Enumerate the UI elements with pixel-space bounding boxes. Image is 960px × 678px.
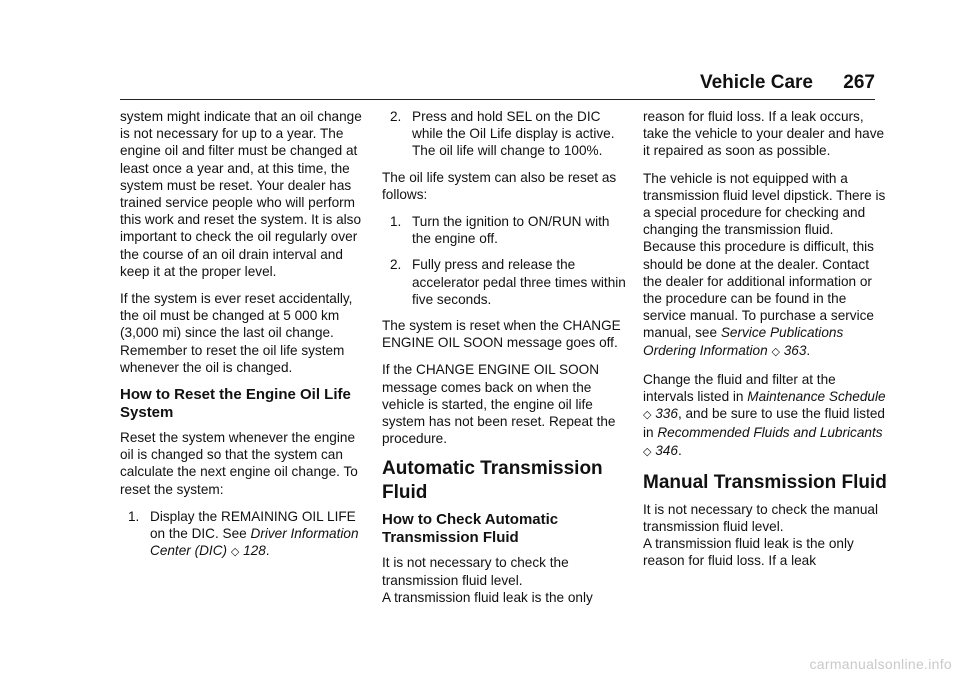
page-number: 267	[843, 72, 875, 93]
list-number: 1.	[128, 508, 140, 524]
paragraph: A transmission fluid leak is the only	[382, 589, 593, 605]
heading-manual-transmission-fluid: Manual Transmission Fluid	[643, 471, 887, 493]
paragraph: system might indicate that an oil change is not necessary for up to a year. The engine oil and filter must be changed at least once a year and, at this time, the system must be reset. Your dealer has trained service people who will perform this work and reset the system. It is also important to check the oil regularly over the course of an oil drain interval and keep it at the proper level.	[120, 109, 362, 279]
page-ref-icon: ◇	[643, 409, 652, 422]
column-2	[382, 108, 627, 606]
page-ref-icon: ◇	[643, 445, 652, 458]
heading-reset-oil-life: How to Reset the Engine Oil Life System	[120, 386, 351, 422]
page-ref[interactable]: 128	[243, 543, 266, 559]
heading-check-automatic-transmission-fluid: How to Check Automatic Transmission Fluid	[382, 511, 559, 547]
paragraph: A transmission fluid leak is the only reason for fluid loss. If a leak	[643, 536, 854, 569]
page-header	[120, 70, 875, 98]
column-1	[120, 108, 365, 561]
paragraph: reason for fluid loss. If a leak occurs, take the vehicle to your dealer and have it repaired as soon as possible.	[643, 109, 885, 159]
link-driver-information-center[interactable]: Driver Information Center (DIC)	[150, 526, 359, 559]
page-ref[interactable]: 346	[655, 442, 678, 458]
paragraph: The oil life system can also be reset as follows:	[382, 169, 617, 202]
page-ref-icon: ◇	[230, 546, 240, 559]
page-ref[interactable]: 336	[655, 406, 678, 422]
list-item: 2. Press and hold SEL on the DIC while the Oil Life display is active. The oil life will change to 100%.	[390, 109, 615, 159]
list-number: 1.	[390, 214, 402, 230]
paragraph: The vehicle is not equipped with a transmission fluid level dipstick. There is a special procedure for checking and changing the transmission fluid. Because this procedure is difficult, this should be done at the dealer. Contact the dealer for additional information or the procedure can be found in the service manual. To purchase a service manual, see Service Publications Ordering Information ◇ 363.	[643, 170, 886, 358]
list-item: 1. Display the REMAINING OIL LIFE on the DIC. See Driver Information Center (DIC) ◇ 128.	[128, 508, 359, 559]
list-number: 2.	[390, 257, 402, 273]
paragraph: If the system is ever reset accidentally, the oil must be changed at 5 000 km (3,000 mi) since the last oil change. Remember to reset the oil life system whenever the oil is changed.	[120, 291, 353, 375]
list-number: 2.	[390, 109, 402, 124]
list-item: 2. Fully press and release the accelerator pedal three times within five seconds.	[390, 257, 626, 307]
list-item: 1. Turn the ignition to ON/RUN with the engine off.	[390, 214, 610, 247]
section-title: Vehicle Care	[699, 72, 813, 93]
paragraph: Change the fluid and filter at the intervals listed in Maintenance Schedule ◇ 336, and be sure to use the fluid listed in Recommended Fluids and Lubricants ◇ 346.	[643, 371, 886, 458]
paragraph: Reset the system whenever the engine oil is changed so that the system can calculate the next engine oil change. To reset the system:	[120, 430, 358, 497]
column-3	[643, 108, 888, 570]
paragraph: It is not necessary to check the transmission fluid level.	[382, 555, 569, 588]
header-rule	[120, 99, 875, 100]
paragraph: If the CHANGE ENGINE OIL SOON message comes back on when the vehicle is started, the engine oil life system has not been reset. Repeat the procedure.	[382, 362, 616, 447]
page-ref[interactable]: 363	[783, 342, 807, 358]
heading-automatic-transmission-fluid: Automatic Transmission Fluid	[382, 458, 603, 504]
paragraph: The system is reset when the CHANGE ENGINE OIL SOON message goes off.	[382, 318, 621, 351]
link-maintenance-schedule[interactable]: Maintenance Schedule	[747, 389, 886, 405]
watermark: carmanualsonline.info	[809, 656, 952, 672]
link-service-publications[interactable]: Service Publications Ordering Information	[643, 325, 844, 358]
paragraph: It is not necessary to check the manual transmission fluid level.	[643, 501, 878, 535]
link-recommended-fluids[interactable]: Recommended Fluids and Lubricants	[657, 425, 883, 441]
page-ref-icon: ◇	[771, 345, 780, 358]
